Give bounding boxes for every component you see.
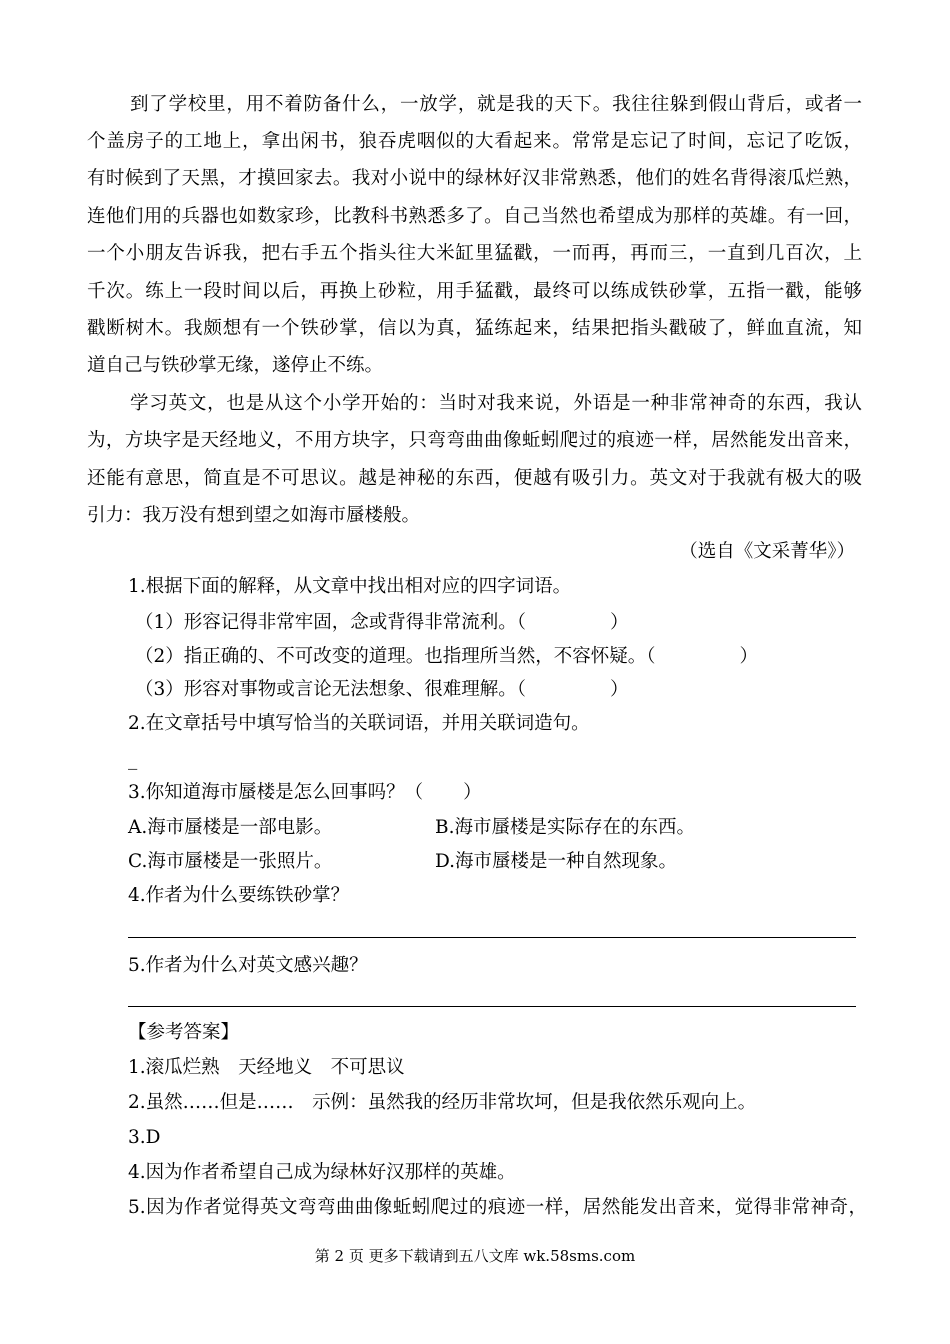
answers-heading: 【参考答案】 (128, 1022, 240, 1043)
question-1: 1.根据下面的解释，从文章中找出相对应的四字词语。 (128, 576, 572, 597)
option-a: A.海市蜃楼是一部电影。 (128, 817, 333, 838)
answer-4: 4.因为作者希望自己成为绿林好汉那样的英雄。 (128, 1162, 516, 1183)
passage-line: 有时候到了天黑，才摸回家去。我对小说中的绿林好汉非常熟悉，他们的姓名背得滚瓜烂熟， (87, 168, 862, 189)
passage-line: 为，方块字是天经地义，不用方块字，只弯弯曲曲像蚯蚓爬过的痕迹一样，居然能发出音来， (87, 430, 862, 451)
question-1-1: （1）形容记得非常牢固，念或背得非常流利。（ ） (135, 612, 629, 633)
passage-line: 到了学校里，用不着防备什么，一放学，就是我的天下。我往往躲到假山背后，或者一 (130, 94, 862, 115)
passage-line: 千次。练上一段时间以后，再换上砂粒，用手猛戳，最终可以练成铁砂掌，五指一戳，能够 (87, 281, 862, 302)
question-5: 5.作者为什么对英文感兴趣？ (128, 955, 368, 976)
option-c: C.海市蜃楼是一张照片。 (128, 851, 333, 872)
passage-line: 个盖房子的工地上，拿出闲书，狼吞虎咽似的大看起来。常常是忘记了时间，忘记了吃饭， (87, 131, 862, 152)
answer-5: 5.因为作者觉得英文弯弯曲曲像蚯蚓爬过的痕迹一样，居然能发出音来，觉得非常神奇， (128, 1197, 867, 1218)
answer-1: 1.滚瓜烂熟 天经地义 不可思议 (128, 1057, 405, 1078)
answer-line (128, 937, 856, 938)
question-1-2: （2）指正确的、不可改变的道理。也指理所当然，不容怀疑。（ ） (135, 646, 759, 667)
question-3: 3.你知道海市蜃楼是怎么回事吗？（ ） (128, 782, 482, 803)
question-1-3: （3）形容对事物或言论无法想象、很难理解。（ ） (135, 679, 629, 700)
question-4: 4.作者为什么要练铁砂掌？ (128, 885, 350, 906)
question-2: 2.在文章括号中填写恰当的关联词语，并用关联词造句。 (128, 713, 590, 734)
passage-line: 道自己与铁砂掌无缘，遂停止不练。 (87, 355, 384, 376)
passage-line: 引力：我万没有想到望之如海市蜃楼般。 (87, 505, 421, 526)
passage-line: 学习英文，也是从这个小学开始的：当时对我来说，外语是一种非常神奇的东西，我认 (130, 393, 862, 414)
answer-2: 2.虽然……但是…… 示例：虽然我的经历非常坎坷，但是我依然乐观向上。 (128, 1092, 757, 1113)
passage-line: 连他们用的兵器也如数家珍，比教科书熟悉多了。自己当然也希望成为那样的英雄。有一回， (87, 206, 862, 227)
passage-line: 还能有意思，简直是不可思议。越是神秘的东西，便越有吸引力。英文对于我就有极大的吸 (87, 468, 862, 489)
option-b: B.海市蜃楼是实际存在的东西。 (435, 817, 695, 838)
passage-line: 一个小朋友告诉我，把右手五个指头往大米缸里猛戳，一而再，再而三，一直到几百次，上 (87, 243, 862, 264)
source-citation: （选自《文采菁华》） (679, 541, 855, 562)
passage-line: 戳断树木。我颇想有一个铁砂掌，信以为真，猛练起来，结果把指头戳破了，鲜血直流，知 (87, 318, 862, 339)
option-row (435, 816, 855, 840)
answer-3: 3.D (128, 1127, 161, 1148)
option-d: D.海市蜃楼是一种自然现象。 (435, 851, 678, 872)
answer-underscore: _ (128, 749, 138, 770)
page-footer: 第 2 页 更多下载请到五八文库 wk.58sms.com (314, 1247, 636, 1265)
option-row (435, 850, 855, 874)
answer-line (128, 1006, 856, 1007)
